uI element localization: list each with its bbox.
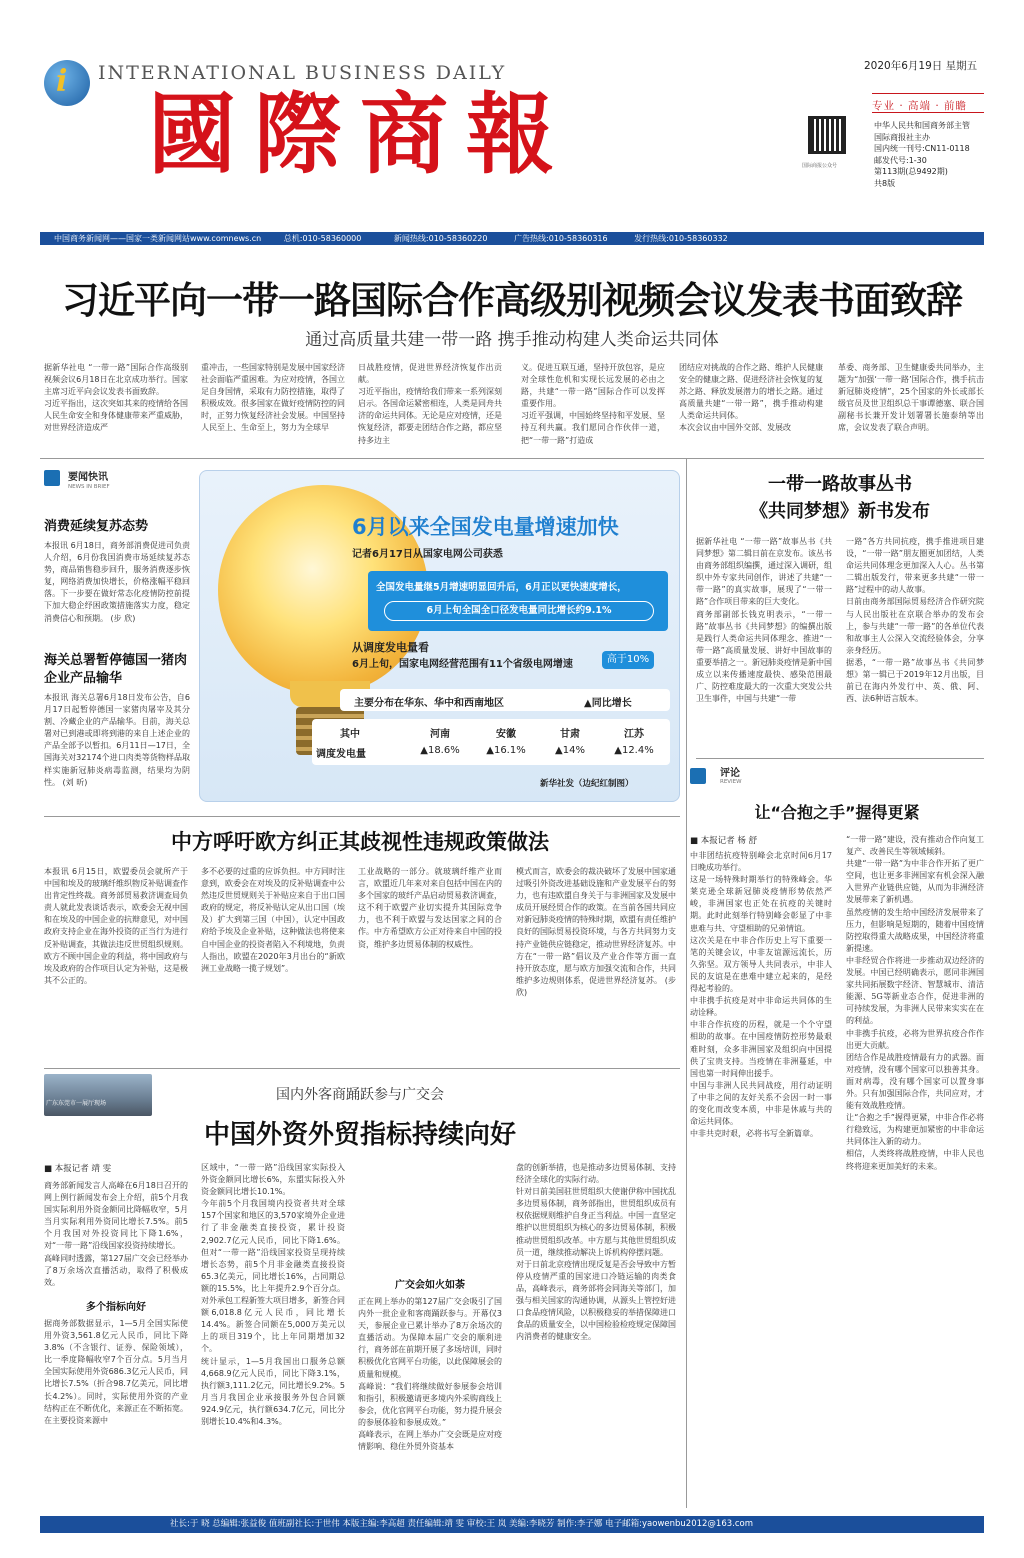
summary-box: 全国发电量继5月增速明显回升后，6月正以更快速度增长， 6月上旬全国全口径发电量同比增长约9.1% [368,571,668,631]
canton-headline: 中国外资外贸指标持续向好 [203,1120,516,1150]
qr-code-icon[interactable] [808,116,846,154]
canton-subhead-2: 广交会如火如荼 [395,1280,465,1291]
lead-subhead: 通过高质量共建一带一路 携手推动构建人类命运共同体 [305,330,719,350]
lead-headline: 习近平向一带一路国际合作高级别视频会议发表书面致辞 [62,279,962,322]
region-bar: 主要分布在华东、华中和西南地区 ▲同比增长 [340,689,670,711]
brief-item1-title: 消费延续复苏态势 [44,519,149,534]
lead-column-5: 团结应对挑战的合作之路、维护人民健康安全的健康之路、促进经济社会恢复的复苏之路、释放发展潜力的增长之路。通过高质量共建“一带一路”，携手推动构建人类命运共同体。 本次会议由中国外交部、发展改 [679,363,823,433]
divider [40,458,984,459]
lead-column-3: 日战胜疫情，促进世界经济恢复作出贡献。 习近平指出，疫情给我们带来一系列深刻启示。各国命运紧密相连，人类是同舟共济的命运共同体。无论是应对疫情，还是恢复经济，都要走团结合作之路，都应坚持多边主 [358,363,502,445]
contact-info-bar: 中国商务新闻网——国家一类新闻网站www.comnews.cn 总机:010-58360000 新闻热线:010-58360220 广告热线:010-58360316 发行热线:010-58360332 [40,232,984,245]
dispatch-badge: 高于10% [602,651,654,669]
dispatch-line: 6月上旬，国家电网经营范围有11个省级电网增速 [352,659,573,670]
canton-kicker: 国内外客商踊跃参与广交会 [276,1087,444,1103]
lead-column-2: 重冲击，一些国家特别是发展中国家经济社会面临严重困难。为应对疫情，各国立足自身国情，采取有力防控措施，取得了积极成效。很多国家在做好疫情防控的同时，正努力恢复经济社会发展。中国坚持人民至上、生命至上，努力为全球早 [201,363,345,433]
canton-column-4: 盘的创新举措，也是推动多边贸易体制、支持经济全球化的实际行动。 针对日前美国驻世贸组织大使谢伊称中国扰乱多边贸易体制，商务部指出，世贸组织成员有权依据规则维护自身正当利益。中国一直坚定维护以世贸组织为核心的多边贸易体制，积极推动世贸组织改革。中方愿与其他世贸组织成员一道，继续推动解决上诉机构停摆问题。 对于日前北京疫情出现反复是否会导致中方暂停从疫情严重的国家进口冷链运输的肉类食品，高峰表示，商务部将会同海关等部门，加强与相关国家的沟通协调，从源头上管控好进口食品疫情风险，以积极稳妥的举措保障进口食品的质量安全，以中国检验检疫规定保障国内消费者的健康安全。 [516,1163,676,1342]
province-name: 江苏 [624,729,644,740]
divider [44,816,680,817]
chinese-masthead: 國際商報 [148,82,573,186]
wto-column-1: 本报讯 6月15日，欧盟委员会就所产于中国和埃及的玻璃纤维织物反补贴调查作出肯定性终裁。商务部贸易救济调查局负责人就此发表谈话表示，欧委会无视中国和在埃及的中国企业的抗辩意见，对中国政府支持企业在海外投资的正当行为进行反补贴调查，其做法违反世贸组织规则。欧方不顾中国企业的利益，将中国政府与埃及政府的合作项目认定为补贴，这是极其不公正的。 [44,867,188,985]
lead-column-6: 革委、商务部、卫生健康委共同举办，主题为“加强‘一带一路’国际合作，携手抗击新冠肺炎疫情”，25个国家的外长或部长级官员及世卫组织总干事谭德塞、联合国副秘书长兼开发计划署署长施泰纳等出席，会议发表了联合声明。 [838,363,984,433]
brief-tag: 要闻快讯 NEWS IN BRIEF [44,466,154,494]
review-tag: 评论 REVIEW [690,764,790,790]
brief-item2-body: 本报讯 海关总署6月18日发布公告，自6月17日起暂停德国一家猪肉屠宰及其分割、冷藏企业的产品输华。目前，海关总署对已到港或即将到港的来自上述企业的产品全部予以暂扣。6月11日—17日，全国海关对32174个进口肉类等货物样品取样实施新冠肺炎病毒监测，结果均为阴性。 (刘 昕) [44,693,190,787]
canton-column-2: 区域中，“一带一路”沿线国家实际投入外资金额同比增长6%，东盟实际投入外资金额同比增长10.1%。 今年前5个月我国境内投资者共对全球157个国家和地区的3,570家境外企业进行了非金融类直接投资，累计投资2,902.7亿元人民币，同比下降1.6%。但对“一带一路”沿线国家投资呈现持续增长态势，前5个月非金融类直接投资65.3亿美元，同比增长16%，占同期总额的15.5%，比上年提升2.9个百分点。对外承包工程新签大项目增多，新签合同额6,018.8亿元人民币，同比增长14.4%。新签合同额在5,000万美元以上的项目319个，比上年同期增加32个。 统计显示，1—5月我国出口服务总额4,668.9亿元人民币，同比下降3.1%，执行额3,111.2亿元，同比增长9.2%。5月当月我国企业承接服务外包合同额924.9亿元，执行额634.7亿元，同比分别增长10.4%和4.3%。 [201,1163,345,1426]
issue-date: 2020年6月19日 星期五 [864,60,978,72]
divider [686,458,687,1508]
slogan: 专业 · 高端 · 前瞻 [872,100,968,112]
canton-column-1b: 据商务部数据显示，1—5月全国实际使用外资3,561.8亿元人民币，同比下降3.8%（不含银行、证券、保险领域），比一季度降幅收窄7个百分点。5月当月全国实际使用外资686.3亿元人民币，同比增长7.5%（折合98.7亿美元，同比增长4.2%）。同时，实际使用外资的产业结构正在不断优化，来源正在不断拓宽。在主要投资来源中 [44,1319,188,1425]
divider [696,758,984,759]
canton-subhead-1: 多个指标向好 [86,1302,146,1313]
infographic-byline: 记者6月17日从国家电网公司获悉 [352,549,503,560]
province-value: ▲14% [555,745,585,756]
brief-item1-body: 本报讯 6月18日，商务部消费促进司负责人介绍，6月份我国消费市场延续复苏态势，商品销售稳步回升，服务消费逐步恢复，网络消费加快增长，价格涨幅平稳回落。下一步要在做好常态化疫情防控前提下加大稳企纾困政策措施落实力度，稳定消费信心和预期。 (步 欣) [44,541,190,623]
province-table: 其中 调度发电量 河南 ▲18.6% 安徽 ▲16.1% 甘肃 ▲14% 江苏 ▲12.4% [312,719,670,765]
footer-credits: 社长:于 晓 总编辑:张益俊 值班副社长:于世伟 本版主编:李高超 责任编辑:靖 雯 审校:王 岚 美编:李晓芳 制作:李子娜 电子邮箱:yaowenbu2012@163.com [40,1516,984,1533]
canton-column-3: 正在网上举办的第127届广交会吸引了国内外一批企业和客商踊跃参与。开幕仅3天，参展企业已累计举办了8万余场次的直播活动。为保障本届广交会的顺利进行，商务部在前期开展了多场培训，同时积极优化官网平台功能，以此保障展会的质量和规模。 高峰说：“我们将继续做好参展参会培训和指引，积极邀请更多境内外采购商线上参会，优化官网平台功能，努力提升展会的参展体验和参展成效。” 高峰表示，在网上举办广交会既是应对疫情影响、稳住外贸外资基本 [358,1297,502,1452]
book-title-1: 一带一路故事丛书 [768,474,912,495]
lead-column-4: 义。促进互联互通，坚持开放包容，是应对全球性危机和实现长远发展的必由之路，共建“一带一路”国际合作可以发挥重要作用。 习近平强调，中国始终坚持和平发展、坚持互利共赢。我们愿同合作伙伴一道，把“一带一路”打造成 [521,363,665,445]
lead-column-1: 据新华社电 “一带一路”国际合作高级别视频会议6月18日在北京成功举行。国家主席习近平向会议发表书面致辞。 习近平指出，这次突如其来的疫情给各国人民生命安全和身体健康带来严重威胁，对世界经济造成严 [44,363,188,433]
news-brief-icon [44,470,60,486]
wto-column-2: 多不必要的过重的应诉负担。中方同时注意到，欧委会在对埃及的反补贴调查中公然违反世贸规则关于补贴应来自于出口国政府的规定，将反补贴认定从出口国（埃及）扩大到第三国（中国），认定中国政府给予埃及企业补贴，这种做法也将使来自中国企业的投资者陷入不利境地，负责人指出，欧盟在2020年3月出台的“新欧洲工业战略一揽子规划”。 [201,867,345,973]
commentary-title: 让“合抱之手”握得更紧 [754,803,920,822]
wto-column-4: 模式而言，欧委会的裁决破坏了发展中国家通过吸引外资改进基础设施和产业发展平台的努力，也有违欧盟自身关于与非洲国家及发展中成员开展经贸合作的政策。在当前各国共同应对新冠肺炎疫情的特殊时期，欧盟有责任维护良好的国际贸易投资环境，与各方共同努力支持产业链供应链稳定，推动世界经济复苏。中方在“一带一路”倡议及产业合作等方面一直持开放态度，愿与欧方加强交流和合作，共同维护多边规则体系，促进世界经济复苏。 (步 欣) [516,867,676,997]
book-title-2: 《共同梦想》新书发布 [750,501,930,522]
infographic-title: 6月以来全国发电量增速加快 [352,515,619,539]
commentary-column-1: 中非团结抗疫特别峰会北京时间6月17日晚成功举行。 这是一场特殊时期举行的特殊峰会。华莱克逊全球新冠肺炎疫情形势依然严峻，非洲国家也正处在抗疫的关键时期。此时此刻举行特别峰会彰显了中非患难与共、守望相助的兄弟情谊。 这次关是在中非合作历史上写下重要一笔的关键会议，中非友谊源远流长，历久弥坚。双方领导人共同表示，中非人民的友谊是在患难中建立起来的，是经得起考验的。 中非携手抗疫是对中非命运共同体的生动诠释。 中非合作抗疫的历程，就是一个个守望相助的故事。在中国疫情防控形势最艰难时刻，众多非洲国家及组织向中国提供了宝贵支持。当疫情在非洲蔓延，中国也第一时间伸出援手。 中国与非洲人民共同战疫，用行动证明了中非之间的友好关系不会因一时一事的变化而改变本质，中非是休戚与共的命运共同体。 中非共克时艰，必将书写全新篇章。 [690,851,832,1139]
english-masthead: INTERNATIONAL BUSINESS DAILY [98,62,507,84]
province-value: ▲12.4% [614,745,654,756]
dispatch-heading: 从调度发电量看 [352,641,429,654]
book-column-1: 据新华社电 “一带一路”故事丛书《共同梦想》第二辑日前在京发布。该丛书由商务部组织编撰，通过深入调研，组织中外专家共同创作，讲述了共建“一带一路”的真实故事，展现了“一带一路”合作项目带来的巨大变化。 商务部副部长钱克明表示，“一带一路”故事丛书《共同梦想》的编撰出版是践行人类命运共同体理念、推进“一带一路”高质量发展、讲好中国故事的重要举措之一。新冠肺炎疫情是新中国成立以来传播速度最快、感染范围最广、防控难度最大的一次重大突发公共卫生事件，中国与共建“一带 [696,537,832,704]
province-name: 安徽 [496,729,516,740]
divider [44,1068,680,1069]
canton-byline: ■ 本报记者 靖 雯 [44,1164,112,1174]
wto-column-3: 工业战略的一部分。就玻璃纤维产业而言，欧盟近几年来对来自包括中国在内的多个国家的玻纤产品启动贸易救济调查，这不利于欧盟产业切实提升其国际竞争力，也不利于欧盟与发达国家之间的合作。中方希望欧方公正对待来自中国的投资，维护多边贸易体制的权威性。 [358,867,502,949]
canton-column-1: 商务部新闻发言人高峰在6月18日召开的网上例行新闻发布会上介绍，前5个月我国实际利用外资金额同比降幅收窄，5月当月实际利用外资同比增长7.5%。前5个月我国对外投资同比下降1.6%，对“一带一路”沿线国家投资持续增长。 高峰同时透露，第127届广交会已经举办了8万余场次直播活动，取得了积极成效。 [44,1181,188,1287]
qr-caption: 国际商报公众号 [802,163,838,169]
infographic-credit: 新华社发（边纪红制图） [540,779,634,789]
publisher-info: 中华人民共和国商务部主管 国际商报社主办 国内统一刊号:CN11-0118 邮发代号:1-30 第113期(总9492期) 共8版 [874,121,970,188]
commentary-byline: ■ 本报记者 杨 舒 [690,836,758,846]
power-infographic [199,470,680,802]
commentary-column-2: “一带一路”建设，没有推动合作向复工复产、改善民生等领域倾斜。 共建“一带一路”为中非合作开拓了更广空间，也让更多非洲国家有机会深入融入世界产业链供应链，从而为非洲经济发展带来了新机遇。 虽然疫情的发生给中国经济发展带来了压力，但影响是短期的，随着中国疫情防控取得重大战略成果，中国经济将重新提速。 中非经贸合作将进一步推动双边经济的发展。中国已经明确表示，愿同非洲国家共同拓展数字经济、智慧城市、清洁能源、5G等新业态合作，促进非洲的可持续发展，为非洲人民带来实实在在的利益。 中非携手抗疫，必将为世界抗疫合作作出更大贡献。 团结合作是战胜疫情最有力的武器。面对疫情，没有哪个国家可以独善其身。面对病毒，没有哪个国家可以置身事外。只有加强国际合作，共同应对，才能有效战胜疫情。 让“合抱之手”握得更紧，中非合作必将行稳致远，为构建更加紧密的中非命运共同体注入新的动力。 相信，人类终将战胜疫情，中非人民也终将迎来更加美好的未来。 [846,835,984,1171]
province-value: ▲16.1% [486,745,526,756]
province-name: 河南 [430,729,450,740]
slogan-rule-top [872,93,984,94]
slogan-rule-bottom [872,112,984,113]
book-column-2: 一路”各方共同抗疫，携手推进项目建设，“一带一路”朋友圈更加团结，人类命运共同体理念更加深入人心。丛书第二辑出版发行，带来更多共建“一带一路”过程中的动人故事。 日前由商务部国际贸易经济合作研究院与人民出版社在京联合举办的发布会上，参与共建“一带一路”的各单位代表和故事主人公深入交流经验体会，分享亲身经历。 据悉，“一带一路”故事丛书《共同梦想》第一辑已于2019年12月出版，目前已在海内外发行中、英、俄、阿、西、法6种语言版本。 [846,537,984,704]
brief-item2-title: 海关总署暂停德国一猪肉企业产品输华 [44,653,188,686]
province-name: 甘肃 [560,729,580,740]
website-text[interactable]: 中国商务新闻网——国家一类新闻网站www.comnews.cn [54,234,262,243]
province-value: ▲18.6% [420,745,460,756]
newspaper-logo-icon: i [44,60,90,106]
review-icon [690,768,706,784]
canton-fair-photo: 广东东莞市一展厅现场 [44,1074,152,1116]
wto-headline: 中方呼吁欧方纠正其歧视性违规政策做法 [171,830,549,854]
